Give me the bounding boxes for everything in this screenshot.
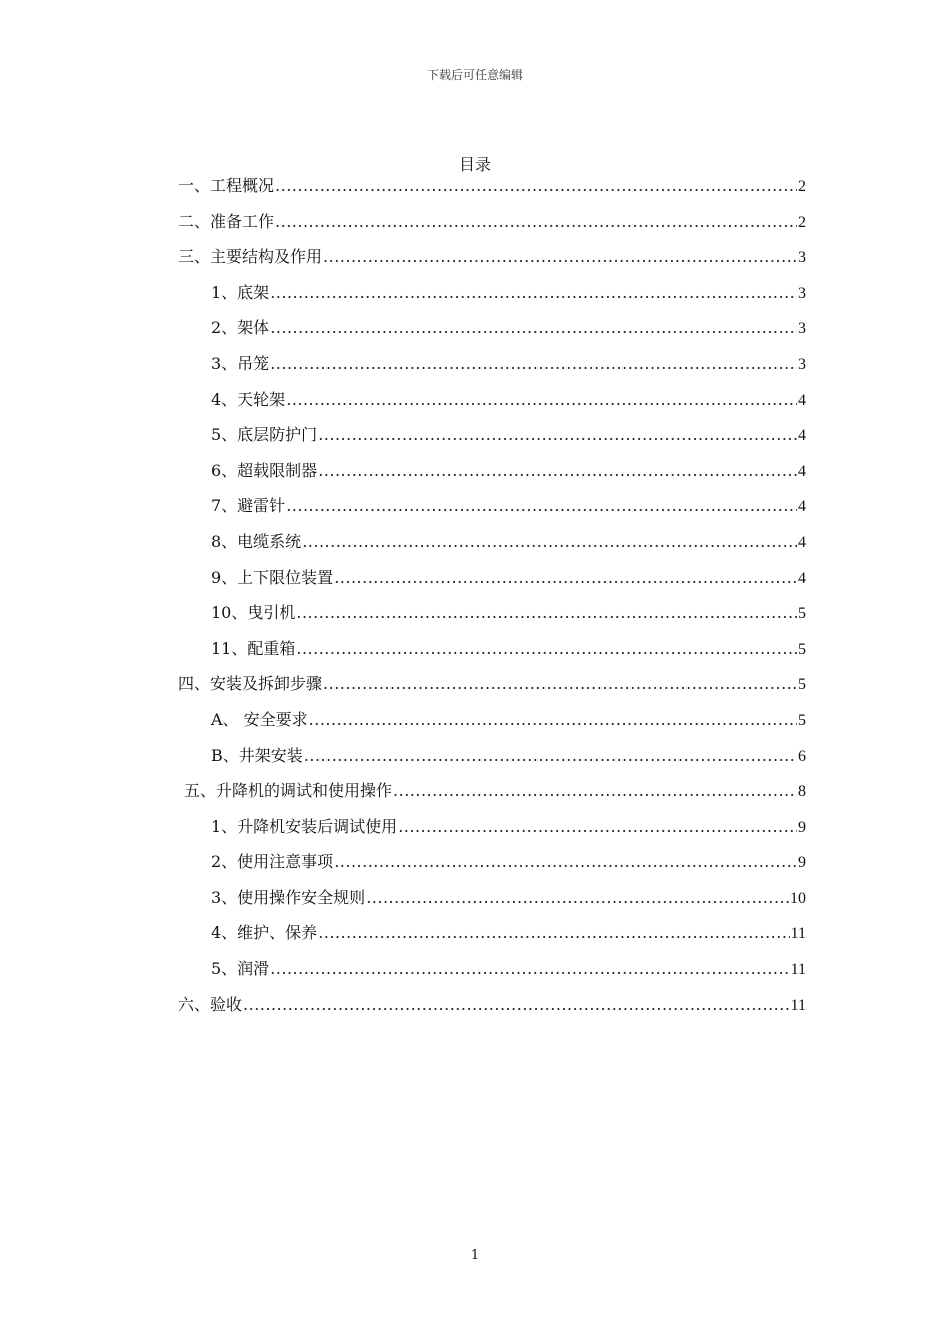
toc-dot-leader	[296, 631, 797, 667]
toc-entry-label: 1、底架	[211, 282, 270, 302]
toc-entry[interactable]	[178, 773, 806, 809]
toc-entry[interactable]	[178, 631, 806, 667]
toc-entry[interactable]	[178, 275, 806, 311]
toc-entry-label: 6、超载限制器	[211, 460, 318, 480]
toc-entry-label: 3、使用操作安全规则	[211, 887, 366, 907]
toc-entry-label: 一、工程概况	[178, 176, 275, 195]
toc-entry-page: 4	[798, 462, 806, 480]
toc-entry-label: 2、使用注意事项	[211, 852, 334, 872]
toc-entry-page: 8	[798, 783, 806, 801]
toc-entry-page: 9	[798, 854, 806, 872]
toc-entry-label: 7、避雷针	[211, 496, 286, 516]
toc-entry-page: 9	[798, 818, 806, 836]
toc-dot-leader	[270, 275, 797, 311]
toc-dot-leader	[334, 844, 797, 880]
toc-dot-leader	[296, 595, 797, 631]
toc-entry[interactable]	[178, 524, 806, 560]
toc-dot-leader	[286, 382, 797, 418]
toc-entry[interactable]	[178, 702, 806, 738]
toc-entry[interactable]	[178, 666, 806, 702]
toc-entry[interactable]	[178, 488, 806, 524]
toc-entry-label: 5、润滑	[211, 959, 270, 979]
toc-dot-leader	[318, 417, 797, 453]
toc-dot-leader	[323, 666, 797, 702]
toc-dot-leader	[302, 524, 797, 560]
header-note: 下载后可任意编辑	[426, 68, 523, 82]
toc-entry-page: 4	[798, 391, 806, 409]
toc-entry-page: 4	[798, 533, 806, 551]
toc-dot-leader	[286, 488, 797, 524]
toc-entry-label: 三、主要结构及作用	[178, 247, 323, 267]
toc-entry[interactable]	[178, 951, 806, 987]
toc-entry-page: 11	[790, 925, 806, 943]
toc-entry-page: 5	[798, 711, 806, 729]
toc-entry-page: 5	[798, 640, 806, 658]
toc-entry-label: 11、配重箱	[211, 638, 296, 658]
toc-entry[interactable]	[178, 915, 806, 951]
toc-entry-page: 6	[798, 747, 806, 765]
toc-dot-leader	[398, 809, 797, 845]
toc-entry[interactable]	[178, 310, 806, 346]
toc-dot-leader	[318, 915, 789, 951]
toc-entry[interactable]	[178, 382, 806, 418]
toc-dot-leader	[270, 310, 797, 346]
toc-entry-page: 3	[798, 249, 806, 267]
toc-entry[interactable]	[178, 560, 806, 596]
toc-entry-label: 六、验收	[178, 994, 243, 1014]
table-of-contents	[178, 168, 806, 1022]
toc-entry-page: 10	[790, 889, 806, 907]
toc-entry-page: 2	[798, 213, 806, 231]
toc-entry[interactable]	[178, 738, 806, 774]
toc-entry-label: 二、准备工作	[178, 211, 275, 231]
toc-entry-page: 2	[798, 178, 806, 195]
toc-entry[interactable]	[178, 595, 806, 631]
toc-entry-page: 3	[798, 284, 806, 302]
toc-entry-page: 3	[798, 355, 806, 373]
toc-entry-label: 2、架体	[211, 318, 270, 338]
toc-entry-page: 5	[798, 605, 806, 623]
toc-entry-label: 9、上下限位装置	[211, 567, 334, 587]
toc-dot-leader	[275, 204, 797, 240]
toc-entry-label: A、 安全要求	[211, 709, 308, 729]
toc-entry[interactable]	[178, 417, 806, 453]
toc-entry[interactable]	[178, 880, 806, 916]
toc-entry[interactable]	[178, 168, 806, 204]
toc-entry[interactable]	[178, 239, 806, 275]
toc-dot-leader	[318, 453, 797, 489]
toc-title: 目录	[458, 155, 491, 174]
toc-dot-leader	[275, 168, 797, 204]
toc-dot-leader	[366, 880, 789, 916]
toc-entry-label: 1、升降机安装后调试使用	[211, 816, 398, 836]
toc-dot-leader	[304, 738, 797, 774]
toc-entry-label: 3、吊笼	[211, 353, 270, 373]
toc-entry[interactable]	[178, 809, 806, 845]
toc-entry-page: 3	[798, 320, 806, 338]
toc-entry-label: 4、天轮架	[211, 389, 286, 409]
toc-dot-leader	[309, 702, 797, 738]
page-number: 1	[470, 1248, 480, 1263]
toc-entry-page: 4	[798, 498, 806, 516]
toc-dot-leader	[270, 346, 797, 382]
toc-entry-label: 5、底层防护门	[211, 425, 318, 445]
toc-entry-label: 4、维护、保养	[211, 923, 318, 943]
toc-entry-page: 4	[798, 427, 806, 445]
toc-dot-leader	[393, 773, 797, 809]
toc-entry-label: 10、曳引机	[211, 603, 296, 623]
toc-entry[interactable]	[178, 346, 806, 382]
toc-dot-leader	[270, 951, 789, 987]
toc-entry[interactable]	[178, 204, 806, 240]
toc-entry-label: B、井架安装	[211, 745, 303, 765]
toc-entry-label: 四、安装及拆卸步骤	[178, 674, 323, 694]
toc-dot-leader	[323, 239, 797, 275]
toc-dot-leader	[243, 987, 790, 1023]
toc-entry-label: 8、电缆系统	[211, 531, 302, 551]
toc-entry[interactable]	[178, 844, 806, 880]
toc-dot-leader	[334, 560, 797, 596]
toc-entry-page: 4	[798, 569, 806, 587]
toc-entry[interactable]	[178, 987, 806, 1023]
toc-entry[interactable]	[178, 453, 806, 489]
toc-entry-label: 五、升降机的调试和使用操作	[184, 781, 393, 801]
toc-entry-page: 11	[790, 996, 806, 1014]
toc-entry-page: 5	[798, 676, 806, 694]
toc-entry-page: 11	[790, 961, 806, 979]
